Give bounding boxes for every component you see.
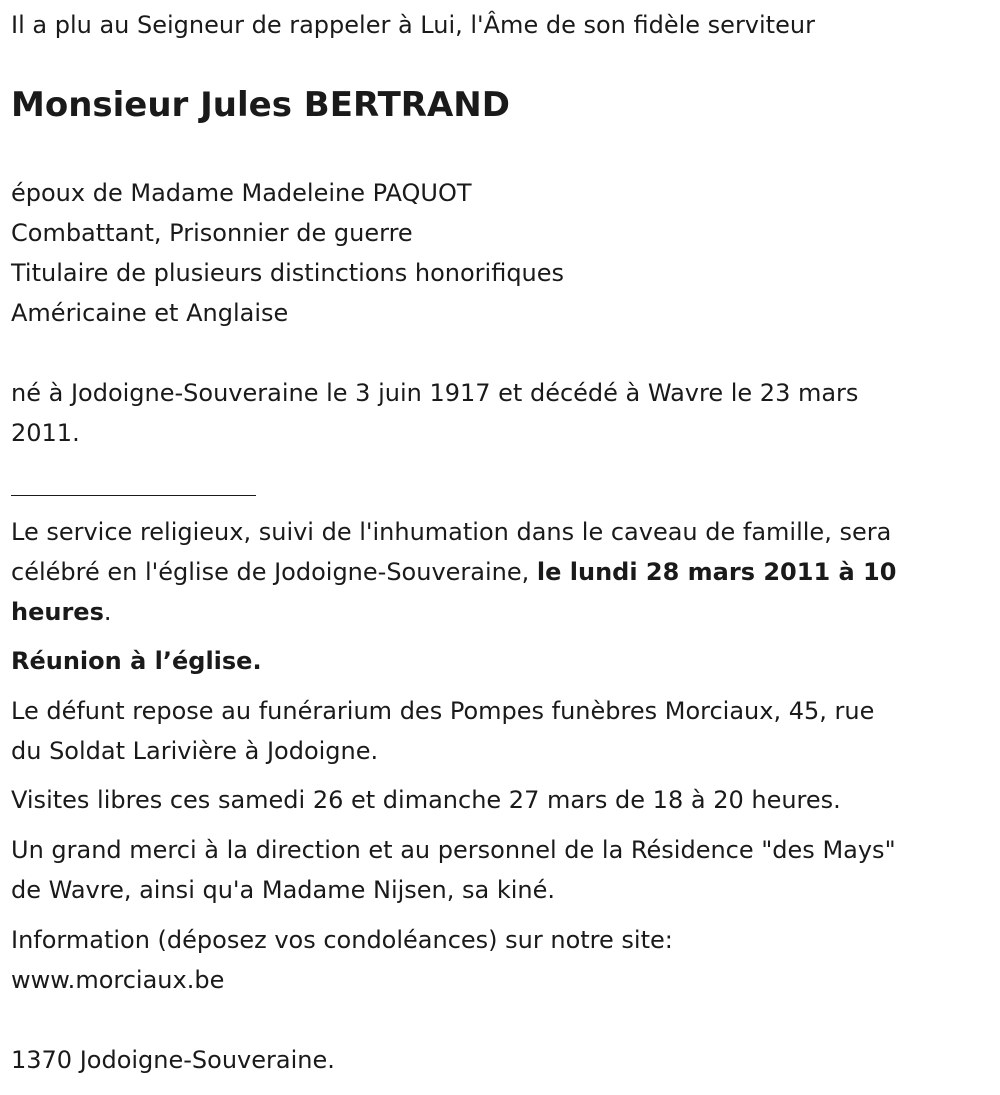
birth-death-line-2: 2011. <box>11 419 80 447</box>
detail-combatant: Combattant, Prisonnier de guerre <box>11 219 413 247</box>
funerarium-line-2: du Soldat Larivière à Jodoigne. <box>11 737 379 765</box>
reunion-text: Réunion à l’église. <box>11 647 262 675</box>
postal-address: 1370 Jodoigne-Souveraine. <box>11 1046 335 1074</box>
info-line-1: Information (déposez vos condoléances) sur notre site: <box>11 926 673 954</box>
separator-rule <box>11 495 256 496</box>
service-line-1: Le service religieux, suivi de l'inhumation dans le caveau de famille, sera <box>11 518 892 546</box>
funerarium-line-1: Le défunt repose au funérarium des Pompes funèbres Morciaux, 45, rue <box>11 697 875 725</box>
thanks-line-1: Un grand merci à la direction et au personnel de la Résidence "des Mays" <box>11 836 896 864</box>
service-period: . <box>103 598 112 626</box>
service-line-2 <box>11 552 896 592</box>
service-church-text: célébré en l'église de Jodoigne-Souveraine, <box>11 558 537 586</box>
thanks-line-2: de Wavre, ainsi qu'a Madame Nijsen, sa kiné. <box>11 876 556 904</box>
intro-text: Il a plu au Seigneur de rappeler à Lui, l'Âme de son fidèle serviteur <box>11 11 815 39</box>
deceased-name: Monsieur Jules BERTRAND <box>11 85 510 125</box>
service-hours-text: heures <box>11 598 104 626</box>
detail-spouse: époux de Madame Madeleine PAQUOT <box>11 179 472 207</box>
birth-death-line-1: né à Jodoigne-Souveraine le 3 juin 1917 et décédé à Wavre le 23 mars <box>11 379 859 407</box>
detail-distinctions: Titulaire de plusieurs distinctions honorifiques <box>11 259 565 287</box>
visits-text: Visites libres ces samedi 26 et dimanche 27 mars de 18 à 20 heures. <box>11 786 841 814</box>
service-line-3 <box>11 592 112 632</box>
detail-nationalities: Américaine et Anglaise <box>11 299 289 327</box>
website-link[interactable]: www.morciaux.be <box>11 966 225 994</box>
service-date-text: le lundi 28 mars 2011 à 10 <box>536 558 897 586</box>
